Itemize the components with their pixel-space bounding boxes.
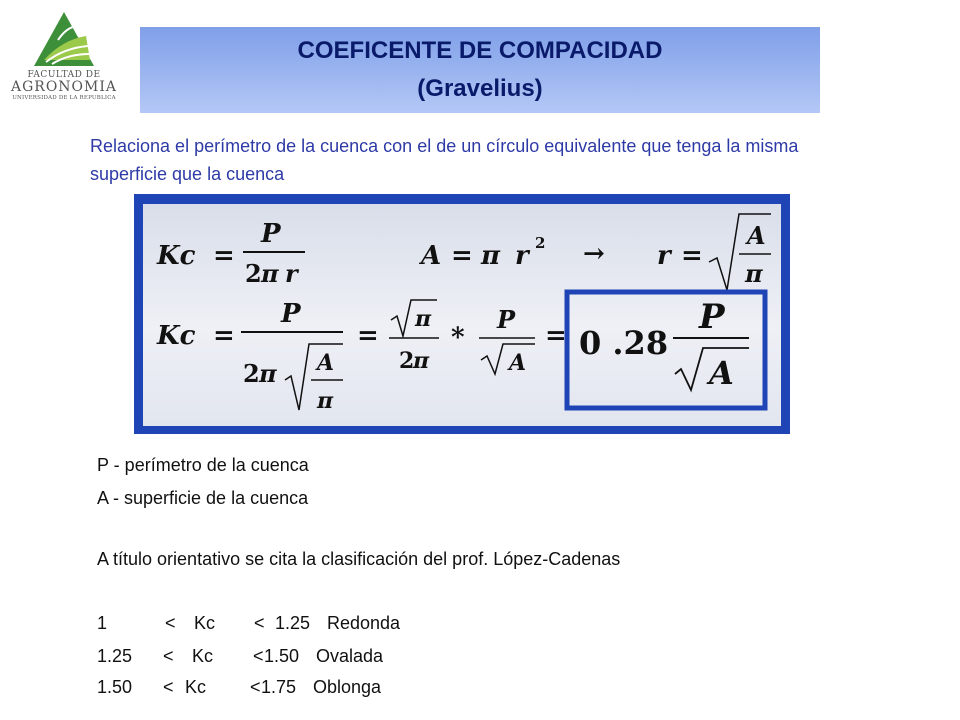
definition-a: A - superficie de la cuenca [97, 488, 309, 508]
class-kc: Kc [192, 646, 214, 666]
page-subtitle: (Gravelius) [417, 75, 543, 102]
sqrt-sign-4 [285, 344, 343, 410]
equals-4: = [213, 321, 235, 351]
class-high: 1.75 [261, 677, 297, 697]
logo-line-agronomia: AGRONOMIA [10, 79, 117, 95]
exponent-2: 2 [535, 234, 546, 252]
pi-4b: π [317, 388, 334, 414]
definition-p: P - perímetro de la cuenca [97, 455, 309, 475]
logo-text [8, 70, 120, 101]
class-high: 1.25 [275, 613, 311, 633]
equals-3: = [681, 241, 703, 271]
formula-area [143, 204, 781, 426]
a-num-4: A [317, 350, 335, 376]
pi-5: π [415, 306, 432, 332]
arrow-icon: → [583, 239, 605, 269]
two-1: 2 [245, 259, 262, 288]
p-numerator-2: P [281, 299, 301, 329]
title-banner [140, 27, 820, 113]
faculty-leaf-logo-icon [32, 10, 96, 68]
class-high: 1.50 [264, 646, 300, 666]
equals-1: = [213, 241, 235, 271]
two-5: 2 [399, 348, 415, 374]
formula-panel [134, 194, 790, 434]
class-kc: Kc [194, 613, 216, 633]
kc-label-2: Kc [157, 321, 196, 351]
class-name: Ovalada [316, 646, 384, 666]
sqrt-sign-6 [481, 344, 535, 374]
result-p: P [699, 297, 725, 337]
r-2: r [515, 241, 529, 271]
pi-4: π [259, 359, 277, 388]
result-constant: 0 .28 [579, 324, 669, 362]
logo-line-faculty: FACULTAD DE [27, 70, 101, 80]
a-num-3: A [747, 221, 766, 250]
faculty-logo [8, 10, 120, 112]
classification-note: A título orientativo se cita la clasificación del prof. López-Cadenas [97, 549, 621, 569]
kc-label-1: Kc [157, 241, 196, 271]
class-lt2: < [250, 677, 261, 697]
class-name: Oblonga [313, 677, 382, 697]
class-lt1: < [165, 613, 176, 633]
class-kc: Kc [185, 677, 207, 697]
class-lt1: < [163, 646, 174, 666]
class-name: Redonda [327, 613, 401, 633]
formula-diagram [143, 204, 781, 426]
r-1: r [285, 259, 298, 288]
r-label-3: r [657, 241, 671, 271]
result-a: A [709, 354, 734, 392]
class-low: 1 [97, 613, 108, 633]
equals-5: = [357, 321, 379, 351]
logo-line-university: UNIVERSIDAD DE LA REPUBLICA [12, 95, 116, 101]
class-lt1: < [163, 677, 174, 697]
page-title: COEFICENTE DE COMPACIDAD [297, 37, 663, 64]
class-lt2: < [254, 613, 265, 633]
intro-text: Relaciona el perímetro de la cuenca con el de un círculo equivalente que tenga la misma superficie que la cuenca [90, 136, 799, 184]
class-lt2: < [253, 646, 264, 666]
class-low: 1.25 [97, 646, 133, 666]
pi-2: π [481, 241, 501, 271]
multiply-star: * [451, 323, 465, 353]
pi-5b: π [413, 348, 430, 374]
pi-3: π [745, 259, 763, 288]
equals-6: = [545, 321, 567, 351]
equals-2: = [451, 241, 473, 271]
a-den-6: A [509, 350, 527, 376]
two-4: 2 [243, 359, 260, 388]
a-label-1: A [421, 241, 442, 271]
p-numerator-6: P [497, 305, 516, 334]
p-numerator-1: P [261, 219, 281, 249]
pi-1: π [261, 259, 279, 288]
class-low: 1.50 [97, 677, 133, 697]
